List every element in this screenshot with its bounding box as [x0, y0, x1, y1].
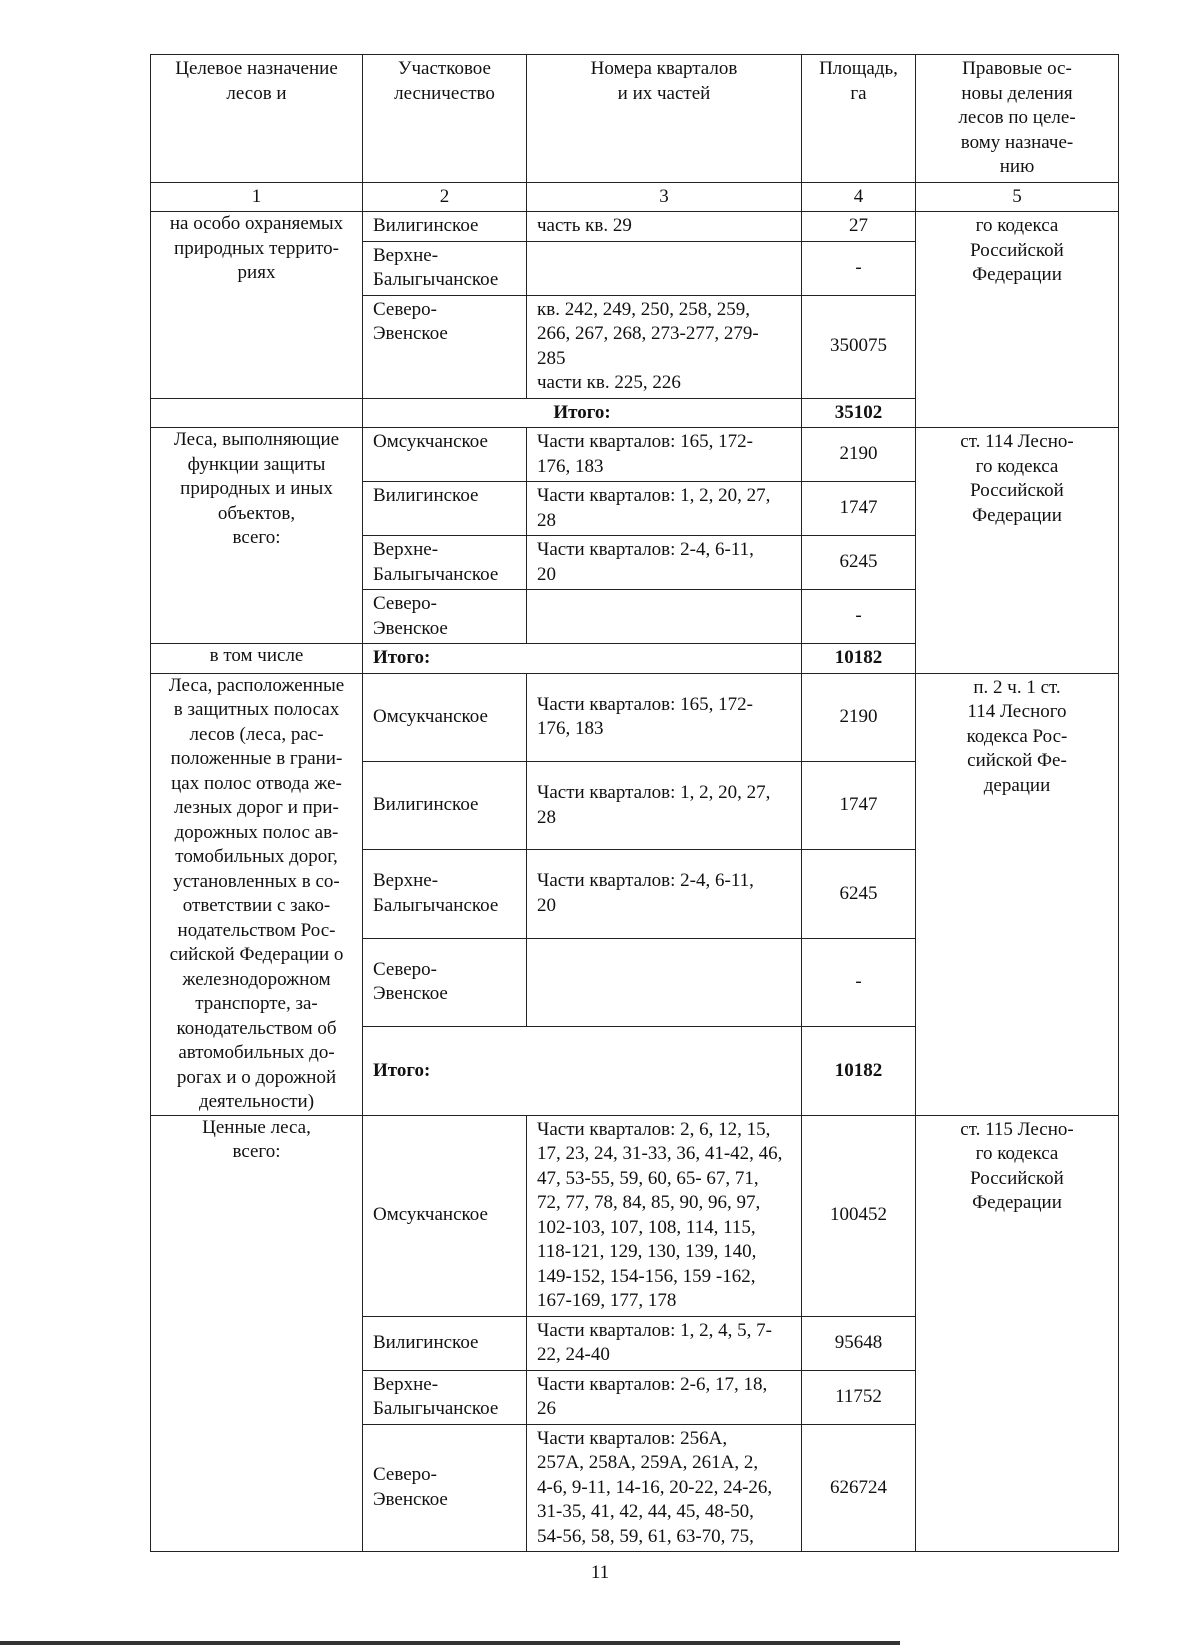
- header-purpose: Целевое назначение лесов и: [151, 55, 363, 183]
- table-row: [151, 212, 1119, 242]
- area-value: 350075: [802, 295, 916, 398]
- header-quarters: Номера кварталов и их частей: [527, 55, 802, 183]
- forestry-name: Северо- Эвенское: [363, 295, 527, 398]
- purpose-category: Леса, расположенные в защитных полосах лесов (леса, рас- положенные в грани- цах полос отвода же- лезных дорог и при- дорожных полос ав- томобильных дорог, установленных в со- ответствии с зако- нодательством Рос- сийской Федерации о железнодорожном транспорте, за- конодательством об автомобильных до- рогах и о дорожной деятельности): [151, 673, 363, 1115]
- column-number: 1: [151, 182, 363, 212]
- forestry-name: Верхне- Балыгычанское: [363, 850, 527, 938]
- area-value: -: [802, 938, 916, 1026]
- area-value: 27: [802, 212, 916, 242]
- table-row: [151, 673, 1119, 761]
- quarter-numbers: кв. 242, 249, 250, 258, 259, 266, 267, 268, 273-277, 279- 285 части кв. 225, 226: [527, 295, 802, 398]
- quarter-numbers: Части кварталов: 2, 6, 12, 15, 17, 23, 24, 31-33, 36, 41-42, 46, 47, 53-55, 59, 60, 65- 67, 71, 72, 77, 78, 84, 85, 90, 96, 97, 102-103, 107, 108, 114, 115, 118-121, 129, 130, 139, 140, 149-152, 154-156, 159 -162, 167-169, 177, 178: [527, 1115, 802, 1316]
- forestry-name: Вилигинское: [363, 482, 527, 536]
- forestry-name: Верхне- Балыгычанское: [363, 536, 527, 590]
- forestry-name: Вилигинское: [363, 1316, 527, 1370]
- column-number: 4: [802, 182, 916, 212]
- area-value: 6245: [802, 850, 916, 938]
- quarter-numbers: часть кв. 29: [527, 212, 802, 242]
- area-value: 100452: [802, 1115, 916, 1316]
- forestry-name: Вилигинское: [363, 212, 527, 242]
- legal-basis: ст. 114 Лесно- го кодекса Российской Федерации: [916, 428, 1119, 674]
- total-value: 10182: [802, 1027, 916, 1115]
- total-label: Итого:: [363, 1027, 802, 1115]
- total-value: 10182: [802, 644, 916, 674]
- quarter-numbers: [527, 241, 802, 295]
- purpose-category: на особо охраняемых природных террито- риях: [151, 212, 363, 399]
- area-value: 11752: [802, 1370, 916, 1424]
- forestry-name: Верхне- Балыгычанское: [363, 241, 527, 295]
- quarter-numbers: Части кварталов: 2-4, 6-11, 20: [527, 850, 802, 938]
- forest-purpose-table: [150, 54, 1119, 1552]
- header-legal-basis: Правовые ос- новы деления лесов по целе- вому назначе- нию: [916, 55, 1119, 183]
- column-number: 5: [916, 182, 1119, 212]
- total-label: Итого:: [363, 398, 802, 428]
- category-text: Леса, выполняющие функции защиты природных и иных объектов, всего:: [173, 429, 340, 548]
- area-value: -: [802, 241, 916, 295]
- header-area: Площадь, га: [802, 55, 916, 183]
- area-value: 1747: [802, 761, 916, 849]
- area-value: 1747: [802, 482, 916, 536]
- forestry-name: Северо- Эвенское: [363, 938, 527, 1026]
- purpose-category: Ценные леса, всего:: [151, 1115, 363, 1552]
- page-number: 11: [590, 1562, 610, 1583]
- quarter-numbers: Части кварталов: 2-6, 17, 18, 26: [527, 1370, 802, 1424]
- forestry-name: Вилигинское: [363, 761, 527, 849]
- quarter-numbers: Части кварталов: 1, 2, 20, 27, 28: [527, 761, 802, 849]
- quarter-numbers: Части кварталов: 1, 2, 4, 5, 7- 22, 24-40: [527, 1316, 802, 1370]
- area-value: 626724: [802, 1424, 916, 1552]
- legal-basis: п. 2 ч. 1 ст. 114 Лесного кодекса Рос- сийской Фе- дерации: [916, 673, 1119, 1115]
- quarter-numbers: Части кварталов: 165, 172- 176, 183: [527, 428, 802, 482]
- area-value: 95648: [802, 1316, 916, 1370]
- empty-cell: [151, 398, 363, 428]
- forestry-name: Омсукчанское: [363, 428, 527, 482]
- legal-basis: ст. 115 Лесно- го кодекса Российской Федерации: [916, 1115, 1119, 1552]
- legal-basis: го кодекса Российской Федерации: [916, 212, 1119, 428]
- category-note: в том числе: [151, 644, 363, 674]
- column-number: 3: [527, 182, 802, 212]
- total-label: Итого:: [363, 644, 802, 674]
- forestry-name: Омсукчанское: [363, 1115, 527, 1316]
- quarter-numbers: Части кварталов: 165, 172- 176, 183: [527, 673, 802, 761]
- area-value: 2190: [802, 428, 916, 482]
- quarter-numbers: [527, 938, 802, 1026]
- quarter-numbers: Части кварталов: 256А, 257А, 258А, 259А, 261А, 2, 4-6, 9-11, 14-16, 20-22, 24-26, 31-35, 41, 42, 44, 45, 48-50, 54-56, 58, 59, 61, 63-70, 75,: [527, 1424, 802, 1552]
- column-number: 2: [363, 182, 527, 212]
- area-value: -: [802, 590, 916, 644]
- quarter-numbers: Части кварталов: 1, 2, 20, 27, 28: [527, 482, 802, 536]
- quarter-numbers: [527, 590, 802, 644]
- area-value: 6245: [802, 536, 916, 590]
- purpose-category: [151, 428, 363, 644]
- forestry-name: Верхне- Балыгычанское: [363, 1370, 527, 1424]
- table-row: [151, 428, 1119, 482]
- quarter-numbers: Части кварталов: 2-4, 6-11, 20: [527, 536, 802, 590]
- forestry-name: Северо- Эвенское: [363, 590, 527, 644]
- forestry-name: Северо- Эвенское: [363, 1424, 527, 1552]
- total-value: 35102: [802, 398, 916, 428]
- forestry-name: Омсукчанское: [363, 673, 527, 761]
- header-forestry: Участковое лесничество: [363, 55, 527, 183]
- scan-edge-line: [0, 1641, 900, 1645]
- area-value: 2190: [802, 673, 916, 761]
- table-row: [151, 1115, 1119, 1316]
